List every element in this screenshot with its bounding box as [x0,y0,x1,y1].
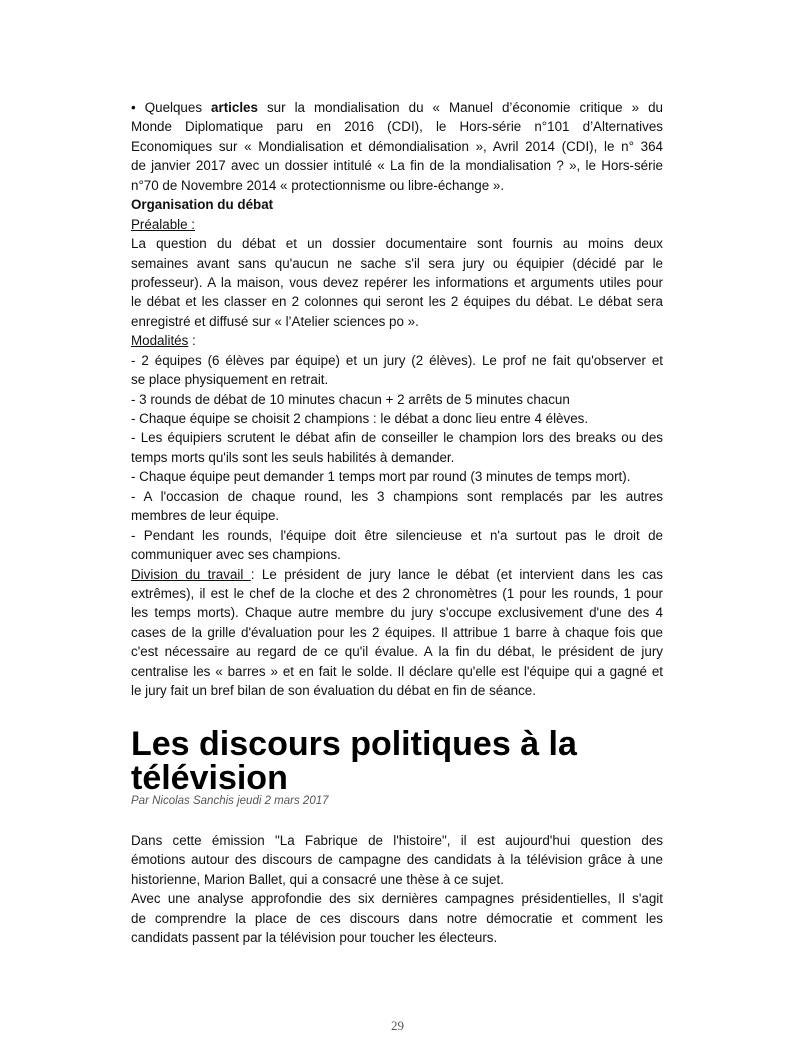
paragraph [131,831,663,889]
text-line [131,215,663,234]
text-line: membres de leur équipe. [131,508,280,524]
text-line: enregistré et diffusé sur « l’Atelier sciences po ». [131,313,419,329]
paragraph [131,526,663,565]
text-line: cases de la grille d'évaluation pour les 2 équipes. Il attribue 1 barre à chaque fois que [131,624,663,640]
paragraph [131,565,663,701]
text-line: Economiques sur « Mondialisation et démondialisation », Avril 2014 (CDI), le n° 364 [131,138,663,154]
text-line: le jury fait un bref bilan de son évaluation du débat en fin de séance. [131,683,536,699]
text-line: extrêmes), il est le chef de la cloche et des 2 chronomètres (1 pour les rounds, 1 pour [131,585,663,601]
page-number: 29 [391,1018,404,1033]
text-line: La question du débat et un dossier documentaire sont fournis au moins deux [131,236,663,252]
text-line: centralise les « barres » et en fait le solde. Il déclare qu'elle est l'équipe qui a gagné et [131,663,663,679]
text-line: - A l'occasion de chaque round, les 3 champions sont remplacés par les autres [131,488,663,504]
paragraph [131,98,663,195]
text-line: - 3 rounds de débat de 10 minutes chacun + 2 arrêts de 5 minutes chacun [131,391,570,407]
bold-text: Organisation du débat [131,197,274,213]
text-span: : [188,333,196,349]
paragraph [131,234,663,331]
text-span: : Le président de jury lance le débat (et intervient dans les cas [250,566,663,582]
paragraph [131,487,663,526]
text-line: le débat et les classer en 2 colonnes qui seront les 2 équipes du débat. Le débat sera [131,294,663,310]
paragraph [131,331,663,350]
article-body [131,831,663,948]
debate-section [131,98,663,701]
text-line: Monde Diplomatique paru en 2016 (CDI), le Hors-série n°101 d’Alternatives [131,119,663,135]
text-line: temps morts qu'ils sont les seuls habilités à demander. [131,449,455,465]
text-line: de comprendre la place de ces discours dans notre démocratie et comment les [131,910,663,926]
text-line: c'est nécessaire au regard de ce qu'il évalue. A la fin du débat, le président de jury [131,644,663,660]
text-line: les temps morts). Chaque autre membre du jury s'occupe exclusivement d'une des 4 [131,605,663,621]
paragraph [131,889,663,947]
paragraph [131,215,663,234]
text-line: se place physiquement en retrait. [131,372,329,388]
text-line: - Chaque équipe peut demander 1 temps mort par round (3 minutes de temps mort). [131,469,631,485]
paragraph [131,351,663,390]
paragraph [131,428,663,467]
underlined-text: Modalités [131,333,189,349]
paragraph [131,195,663,214]
text-line: semaines avant sans qu'aucun ne sache s'il sera jury ou équipier (décidé par le [131,255,663,271]
text-line: professeur). A la maison, vous devez repérer les informations et arguments utiles pour [131,274,663,290]
text-line [131,98,663,117]
text-line: Avec une analyse approfondie des six dernières campagnes présidentielles, Il s'agit [131,891,663,907]
text-line [131,331,663,350]
text-span: sur la mondialisation du « Manuel d’économie critique » du [257,100,663,115]
text-span: • Quelques [131,100,212,115]
article-byline: Par Nicolas Sanchis jeudi 2 mars 2017 [131,795,329,807]
article-title: Les discours politiques à la télévision [131,725,577,797]
text-line: Dans cette émission "La Fabrique de l'histoire", il est aujourd'hui question des [131,833,663,848]
paragraph [131,467,663,486]
text-line: de janvier 2017 avec un dossier intitulé « La fin de la mondialisation ? », le Hors-série [131,158,663,174]
paragraph [131,409,663,428]
text-line: - 2 équipes (6 élèves par équipe) et un jury (2 élèves). Le prof ne fait qu'observer et [131,352,663,368]
bold-text: articles [211,100,258,115]
text-line: candidats passent par la télévision pour toucher les électeurs. [131,930,498,946]
underlined-text: Préalable : [131,216,196,232]
text-line: - Les équipiers scrutent le débat afin de conseiller le champion lors des breaks ou des [131,430,663,446]
text-line: émotions autour des discours de campagne des candidats à la télévision grâce à une [131,852,663,868]
text-line [131,195,663,214]
underlined-text: Division du travail [131,566,251,582]
paragraph [131,390,663,409]
text-line: historienne, Marion Ballet, qui a consacré une thèse à ce sujet. [131,871,504,887]
text-line: communiquer avec ses champions. [131,547,341,563]
text-line: n°70 de Novembre 2014 « protectionnisme ou libre-échange ». [131,177,505,193]
text-line [131,565,663,584]
text-line: - Pendant les rounds, l'équipe doit être silencieuse et n'a surtout pas le droit de [131,527,663,543]
text-line: - Chaque équipe se choisit 2 champions : le débat a donc lieu entre 4 élèves. [131,411,589,426]
